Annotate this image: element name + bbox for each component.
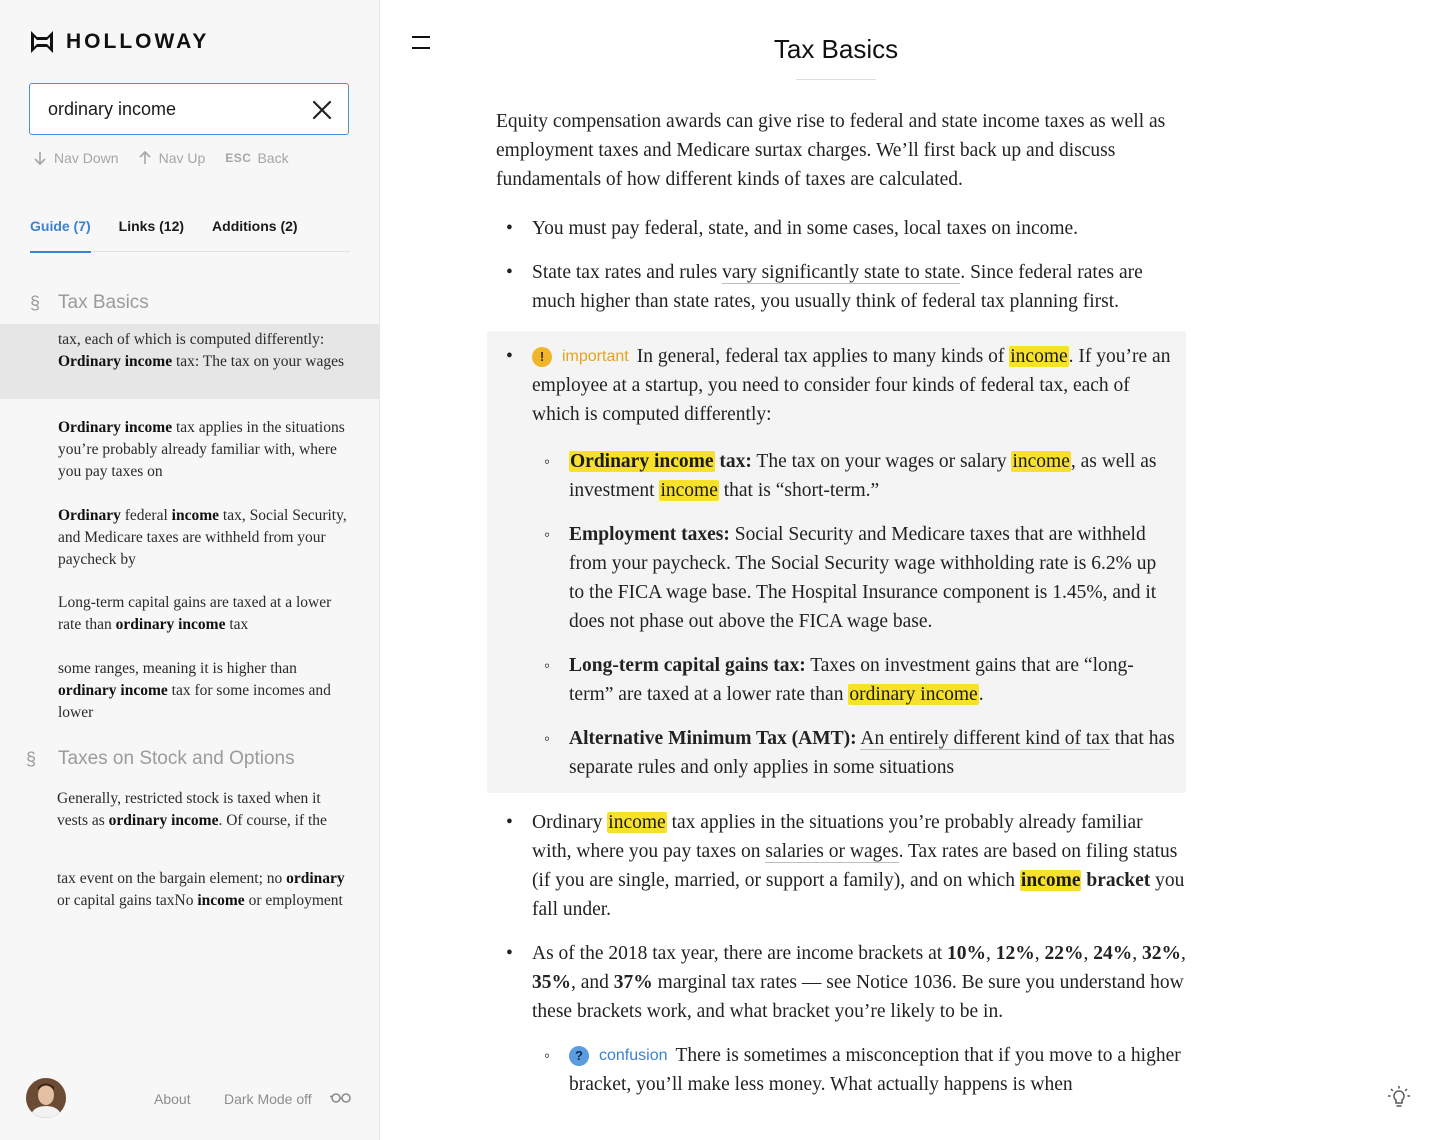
search-input[interactable] [48, 96, 298, 122]
sub-text: The tax on your wages or salary [751, 451, 1012, 472]
section-title: Taxes on Stock and Options [58, 748, 295, 769]
result-match: Ordinary income [58, 353, 173, 370]
section-icon: § [26, 748, 37, 769]
result-match: Ordinary income [58, 419, 173, 436]
sub-list-item [532, 520, 1176, 636]
result-text: some ranges, meaning it is higher than [58, 660, 297, 677]
rate-value: 32% [1142, 943, 1182, 964]
brand-logo[interactable] [30, 30, 209, 54]
section-heading-taxes-on-stock[interactable] [26, 748, 295, 770]
rate-value: 24% [1093, 943, 1133, 964]
search-result[interactable] [58, 417, 354, 483]
section-icon: § [30, 292, 41, 313]
list-item [496, 939, 1186, 1099]
separator: , [1083, 943, 1094, 964]
page-title: Tax Basics [773, 34, 899, 64]
nav-down-label: Nav Down [54, 150, 119, 166]
sub-text: , as well as investment [569, 451, 1157, 501]
result-text: tax [225, 616, 249, 633]
back-label: Back [257, 150, 289, 166]
callout-text: In general, federal tax applies to many kinds of [636, 346, 1010, 367]
avatar[interactable] [26, 1078, 66, 1118]
list-item-text: You must pay federal, state, and in some cases, local taxes on income. [532, 218, 1079, 239]
term-label: tax: [714, 451, 752, 472]
result-text: tax applies in the situations you’re probably already familiar with, where you pay taxes on [58, 419, 345, 480]
list-item-text: you fall under. [532, 870, 1185, 920]
search-highlight: income [660, 480, 718, 501]
list-item-text: . Since federal rates are much higher than state rates, you usually think of federal tax planning first. [532, 262, 1143, 312]
tab-additions[interactable]: Additions (2) [212, 218, 298, 234]
glasses-icon[interactable] [330, 1092, 352, 1104]
list-item-text: As of the 2018 tax year, there are income brackets at [532, 943, 948, 964]
salaries-link[interactable]: salaries or wages [765, 841, 899, 862]
rate-value: 22% [1044, 943, 1084, 964]
tab-guide[interactable]: Guide (7) [30, 218, 91, 252]
result-match: income [197, 892, 245, 909]
search-result[interactable] [58, 329, 354, 373]
intro-paragraph: Equity compensation awards can give rise to federal and state income taxes as well as employment taxes and Medicare surtax charges. We’ll first back up and discuss fundamentals of how different kinds of taxes are calculated. [496, 111, 1166, 190]
important-callout [487, 331, 1186, 793]
nav-up-label: Nav Up [158, 150, 206, 166]
separator: , [1034, 943, 1045, 964]
sub-list-item [532, 447, 1176, 505]
list-item [496, 808, 1186, 924]
state-tax-link[interactable]: vary significantly state to state [722, 262, 961, 283]
result-text: . Of course, if the [218, 812, 327, 829]
important-label: important [562, 348, 629, 365]
sub-text: Taxes on investment gains that are “long-term” are taxed at a lower rate than [569, 655, 1134, 705]
separator: , [986, 943, 996, 964]
list-item [496, 214, 1186, 243]
confusion-list [532, 1041, 1186, 1099]
nav-down-hint[interactable] [34, 150, 119, 166]
list-item-text: marginal tax rates — see Notice 1036. Be sure you understand how these brackets work, and what bracket you’re likely to be in. [532, 972, 1184, 1022]
search-highlight: income [1010, 346, 1068, 367]
search-result[interactable] [57, 868, 353, 912]
keyboard-nav-hints [34, 150, 309, 166]
section-heading-tax-basics[interactable] [30, 292, 149, 314]
result-text: or employment [244, 892, 343, 909]
search-result[interactable] [58, 505, 354, 571]
search-highlight: Ordinary income [570, 451, 714, 472]
list-item-text: tax applies in the situations you’re probably already familiar with, where you pay taxes on [532, 812, 1143, 862]
esc-key-label: ESC [225, 151, 252, 165]
tax-kinds-list [532, 447, 1176, 782]
arrow-down-icon [34, 151, 46, 165]
search-highlight: income [1012, 451, 1070, 472]
result-text: Long-term capital gains are taxed at a lower rate than [58, 594, 332, 633]
callout-text: . If you’re an employee at a startup, you need to consider four kinds of federal tax, each of which is computed differently: [532, 346, 1171, 425]
result-match: ordinary [286, 870, 345, 887]
section-title: Tax Basics [58, 292, 149, 313]
back-hint[interactable] [225, 150, 288, 166]
user-photo-icon [26, 1078, 66, 1118]
result-text: tax for some incomes and lower [58, 682, 331, 721]
result-text: federal [120, 507, 172, 524]
result-text: Generally, restricted stock is taxed when it vests as [57, 790, 321, 829]
question-icon: ◦ ? [569, 1046, 589, 1066]
amt-link[interactable]: An entirely different kind of tax [860, 728, 1110, 749]
lightbulb-icon[interactable] [1388, 1086, 1410, 1110]
sub-text: that is “short-term.” [718, 480, 880, 501]
search-box [29, 83, 349, 135]
search-result[interactable] [58, 658, 354, 724]
separator: , and [571, 972, 614, 993]
nav-up-hint[interactable] [139, 150, 206, 166]
sub-list-item [532, 651, 1176, 709]
result-match: Ordinary [58, 507, 121, 524]
result-text: tax, Social Security, and Medicare taxes are withheld from your paycheck by [58, 507, 347, 568]
rate-value: 10% [947, 943, 987, 964]
confusion-tag[interactable] [569, 1041, 668, 1070]
menu-icon[interactable] [412, 34, 430, 50]
exclamation-icon: • ! [532, 347, 552, 367]
title-divider [796, 79, 876, 80]
result-text: tax, each of which is computed differently: [58, 331, 325, 348]
separator: , [1132, 943, 1143, 964]
dark-mode-toggle[interactable]: Dark Mode off [224, 1091, 312, 1107]
list-item-text: State tax rates and rules [532, 262, 723, 283]
close-icon[interactable] [310, 98, 334, 122]
term-label: Long-term capital gains tax: [569, 655, 806, 676]
result-match: ordinary income [115, 616, 226, 633]
sub-text: . [978, 684, 984, 705]
sub-text: that has separate rules and only applies in some situations [569, 728, 1175, 778]
search-highlight: income [608, 812, 666, 833]
search-result[interactable] [58, 592, 354, 636]
rate-value: 12% [995, 943, 1035, 964]
result-match: income [171, 507, 220, 524]
important-tag[interactable] [532, 342, 629, 371]
search-highlight: income [1020, 870, 1081, 891]
tab-links[interactable]: Links (12) [118, 218, 185, 234]
search-highlight: ordinary income [849, 684, 978, 705]
list-item-text: Ordinary [532, 812, 608, 833]
result-match: ordinary income [108, 812, 219, 829]
rate-value: 35% [532, 972, 571, 993]
search-result[interactable] [57, 788, 333, 832]
result-text: or capital gains taxNo [57, 892, 198, 909]
sidebar [0, 0, 380, 1140]
term-label: Alternative Minimum Tax (AMT): [569, 728, 857, 749]
sub-list-item [532, 724, 1176, 782]
arrow-up-icon [139, 151, 151, 165]
sub-text: There is sometimes a misconception that if you move to a higher bracket, you’ll make less money. What actually happens is when [569, 1045, 1181, 1095]
about-link[interactable]: About [154, 1091, 191, 1107]
list-item [496, 258, 1186, 316]
sub-list-item [532, 1041, 1186, 1099]
bullet-list [496, 214, 1186, 1099]
result-tabs [30, 218, 350, 252]
holloway-logo-icon [30, 31, 54, 53]
result-match: ordinary income [58, 682, 168, 699]
separator: , [1181, 943, 1186, 964]
term-label: bracket [1081, 870, 1151, 891]
result-text: tax event on the bargain element; no [57, 870, 287, 887]
list-item-text: . Tax rates are based on filing status (if you are single, married, or support a family), and on which [532, 841, 1178, 891]
rate-value: 37% [613, 972, 653, 993]
sub-text: Social Security and Medicare taxes that are withheld from your paycheck. The Social Security wage withholding rate is 6.2% up to the FICA wage base. The Hospital Insurance component is 1.45%, and it does not phase out above the FICA wage base. [569, 524, 1157, 632]
confusion-label: confusion [599, 1047, 668, 1064]
result-text: tax: The tax on your wages [172, 353, 344, 370]
term-label: Employment taxes: [569, 524, 730, 545]
brand-name: HOLLOWAY [66, 30, 210, 53]
article-content [496, 107, 1186, 1114]
